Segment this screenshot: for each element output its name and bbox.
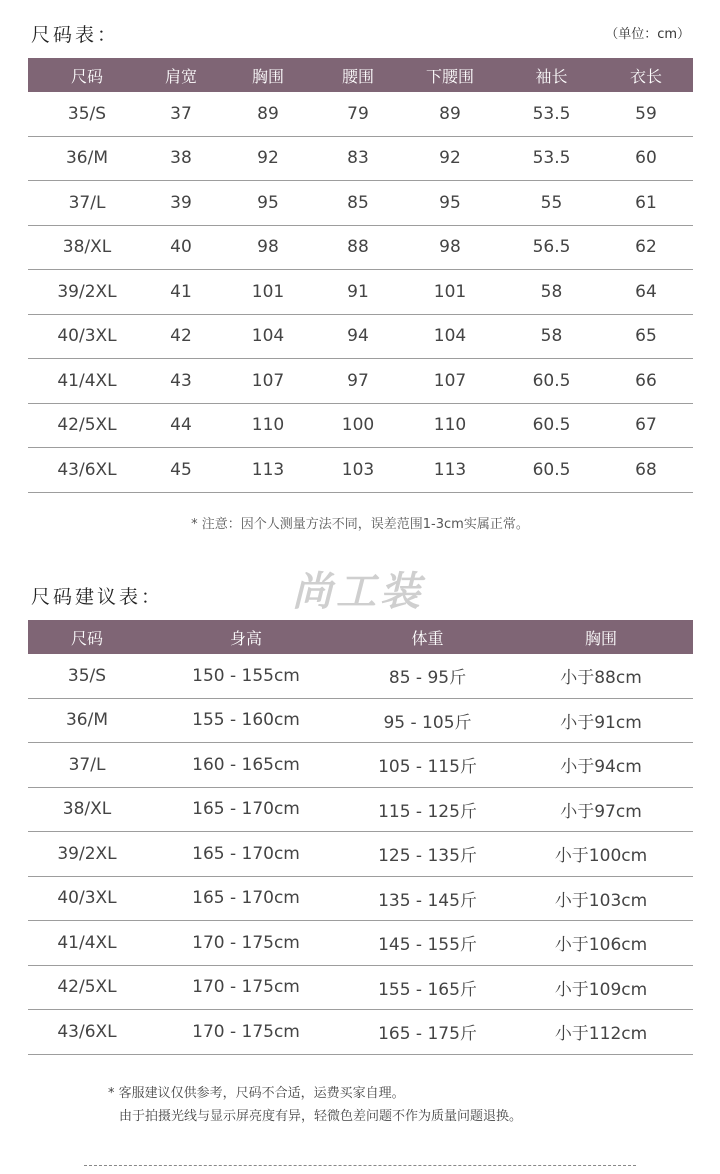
table-cell: 110 [396, 403, 504, 448]
table-row [28, 965, 693, 1010]
color-disclaimer-note: 由于拍摄光线与显示屏亮度有异，轻微色差问题不作为质量问题退换。 [119, 1109, 523, 1124]
column-header: 尺码 [28, 620, 146, 654]
table-cell: 95 [216, 181, 320, 226]
brand-watermark-logo: 尚工装 [292, 568, 424, 615]
column-header: 体重 [346, 620, 509, 654]
table-cell: 42/5XL [28, 965, 146, 1010]
table-cell: 42/5XL [28, 403, 146, 448]
table-cell: 113 [396, 448, 504, 493]
table-cell: 45 [146, 448, 216, 493]
table-cell: 小于103cm [509, 876, 693, 921]
column-header: 尺码 [28, 58, 146, 92]
table-cell: 40/3XL [28, 876, 146, 921]
table-cell: 42 [146, 314, 216, 359]
table-row [28, 136, 693, 181]
table-cell: 39/2XL [28, 832, 146, 877]
table-row [28, 921, 693, 966]
size-chart-table [28, 58, 693, 493]
table-cell: 165 - 175斤 [346, 1010, 509, 1055]
table-row [28, 876, 693, 921]
table-row [28, 654, 693, 698]
table-cell: 53.5 [504, 92, 599, 136]
table-cell: 101 [396, 270, 504, 315]
table-cell: 160 - 165cm [146, 743, 346, 788]
table-cell: 小于88cm [509, 654, 693, 698]
table-cell: 43/6XL [28, 448, 146, 493]
table-cell: 小于94cm [509, 743, 693, 788]
size-chart-body [28, 92, 693, 492]
table-cell: 89 [216, 92, 320, 136]
table-cell: 89 [396, 92, 504, 136]
table-cell: 88 [320, 225, 396, 270]
table-cell: 35/S [28, 92, 146, 136]
table-cell: 170 - 175cm [146, 1010, 346, 1055]
table-cell: 91 [320, 270, 396, 315]
table-cell: 94 [320, 314, 396, 359]
table-row [28, 270, 693, 315]
table-cell: 40/3XL [28, 314, 146, 359]
table-cell: 58 [504, 314, 599, 359]
table-cell: 36/M [28, 136, 146, 181]
table-cell: 40 [146, 225, 216, 270]
table-cell: 39/2XL [28, 270, 146, 315]
table-cell: 43/6XL [28, 1010, 146, 1055]
table-cell: 79 [320, 92, 396, 136]
table-cell: 41/4XL [28, 921, 146, 966]
suggest-chart-header-row [28, 620, 693, 654]
table-cell: 小于91cm [509, 698, 693, 743]
table-cell: 170 - 175cm [146, 921, 346, 966]
size-chart-footnote: * 注意：因个人测量方法不同，误差范围1-3cm实属正常。 [191, 517, 529, 532]
table-cell: 60.5 [504, 359, 599, 404]
table-cell: 95 [396, 181, 504, 226]
table-cell: 110 [216, 403, 320, 448]
column-header: 下腰围 [396, 58, 504, 92]
table-cell: 125 - 135斤 [346, 832, 509, 877]
table-cell: 97 [320, 359, 396, 404]
suggest-chart-title: 尺码建议表： [31, 586, 164, 608]
table-cell: 85 [320, 181, 396, 226]
table-cell: 100 [320, 403, 396, 448]
dashed-divider [84, 1165, 636, 1166]
table-cell: 165 - 170cm [146, 876, 346, 921]
table-cell: 145 - 155斤 [346, 921, 509, 966]
column-header: 袖长 [504, 58, 599, 92]
table-row [28, 181, 693, 226]
table-row [28, 359, 693, 404]
table-cell: 85 - 95斤 [346, 654, 509, 698]
table-cell: 55 [504, 181, 599, 226]
table-cell: 61 [599, 181, 693, 226]
table-cell: 59 [599, 92, 693, 136]
table-cell: 38 [146, 136, 216, 181]
table-cell: 60.5 [504, 403, 599, 448]
table-cell: 98 [396, 225, 504, 270]
table-cell: 41 [146, 270, 216, 315]
table-cell: 60.5 [504, 448, 599, 493]
table-cell: 103 [320, 448, 396, 493]
size-chart-title: 尺码表： [31, 24, 120, 46]
table-cell: 68 [599, 448, 693, 493]
table-row [28, 403, 693, 448]
column-header: 胸围 [509, 620, 693, 654]
table-cell: 67 [599, 403, 693, 448]
table-cell: 113 [216, 448, 320, 493]
table-cell: 92 [396, 136, 504, 181]
column-header: 肩宽 [146, 58, 216, 92]
column-header: 身高 [146, 620, 346, 654]
table-row [28, 448, 693, 493]
table-cell: 38/XL [28, 787, 146, 832]
table-cell: 115 - 125斤 [346, 787, 509, 832]
table-row [28, 225, 693, 270]
table-cell: 165 - 170cm [146, 787, 346, 832]
table-cell: 53.5 [504, 136, 599, 181]
service-note: * 客服建议仅供参考，尺码不合适，运费买家自理。 [108, 1086, 405, 1101]
table-cell: 170 - 175cm [146, 965, 346, 1010]
table-cell: 155 - 160cm [146, 698, 346, 743]
table-cell: 37 [146, 92, 216, 136]
table-cell: 150 - 155cm [146, 654, 346, 698]
table-row [28, 832, 693, 877]
table-cell: 38/XL [28, 225, 146, 270]
column-header: 衣长 [599, 58, 693, 92]
table-cell: 60 [599, 136, 693, 181]
table-cell: 135 - 145斤 [346, 876, 509, 921]
table-row [28, 787, 693, 832]
table-cell: 小于106cm [509, 921, 693, 966]
table-cell: 39 [146, 181, 216, 226]
table-cell: 37/L [28, 743, 146, 788]
table-cell: 83 [320, 136, 396, 181]
column-header: 胸围 [216, 58, 320, 92]
table-cell: 155 - 165斤 [346, 965, 509, 1010]
table-cell: 小于109cm [509, 965, 693, 1010]
table-cell: 44 [146, 403, 216, 448]
suggest-chart-table [28, 620, 693, 1055]
table-cell: 58 [504, 270, 599, 315]
table-row [28, 743, 693, 788]
table-row [28, 698, 693, 743]
table-cell: 小于97cm [509, 787, 693, 832]
table-cell: 62 [599, 225, 693, 270]
table-cell: 43 [146, 359, 216, 404]
table-cell: 105 - 115斤 [346, 743, 509, 788]
table-cell: 107 [396, 359, 504, 404]
table-cell: 104 [396, 314, 504, 359]
table-cell: 107 [216, 359, 320, 404]
table-cell: 37/L [28, 181, 146, 226]
table-row [28, 1010, 693, 1055]
table-cell: 小于112cm [509, 1010, 693, 1055]
table-cell: 小于100cm [509, 832, 693, 877]
table-row [28, 314, 693, 359]
table-cell: 98 [216, 225, 320, 270]
table-cell: 165 - 170cm [146, 832, 346, 877]
column-header: 腰围 [320, 58, 396, 92]
table-cell: 101 [216, 270, 320, 315]
table-cell: 95 - 105斤 [346, 698, 509, 743]
unit-note: （单位：cm） [605, 27, 690, 42]
table-cell: 65 [599, 314, 693, 359]
table-cell: 41/4XL [28, 359, 146, 404]
table-cell: 56.5 [504, 225, 599, 270]
table-cell: 66 [599, 359, 693, 404]
table-cell: 64 [599, 270, 693, 315]
suggest-chart-body [28, 654, 693, 1054]
table-cell: 36/M [28, 698, 146, 743]
table-cell: 104 [216, 314, 320, 359]
table-cell: 92 [216, 136, 320, 181]
table-row [28, 92, 693, 136]
size-chart-header-row [28, 58, 693, 92]
table-cell: 35/S [28, 654, 146, 698]
